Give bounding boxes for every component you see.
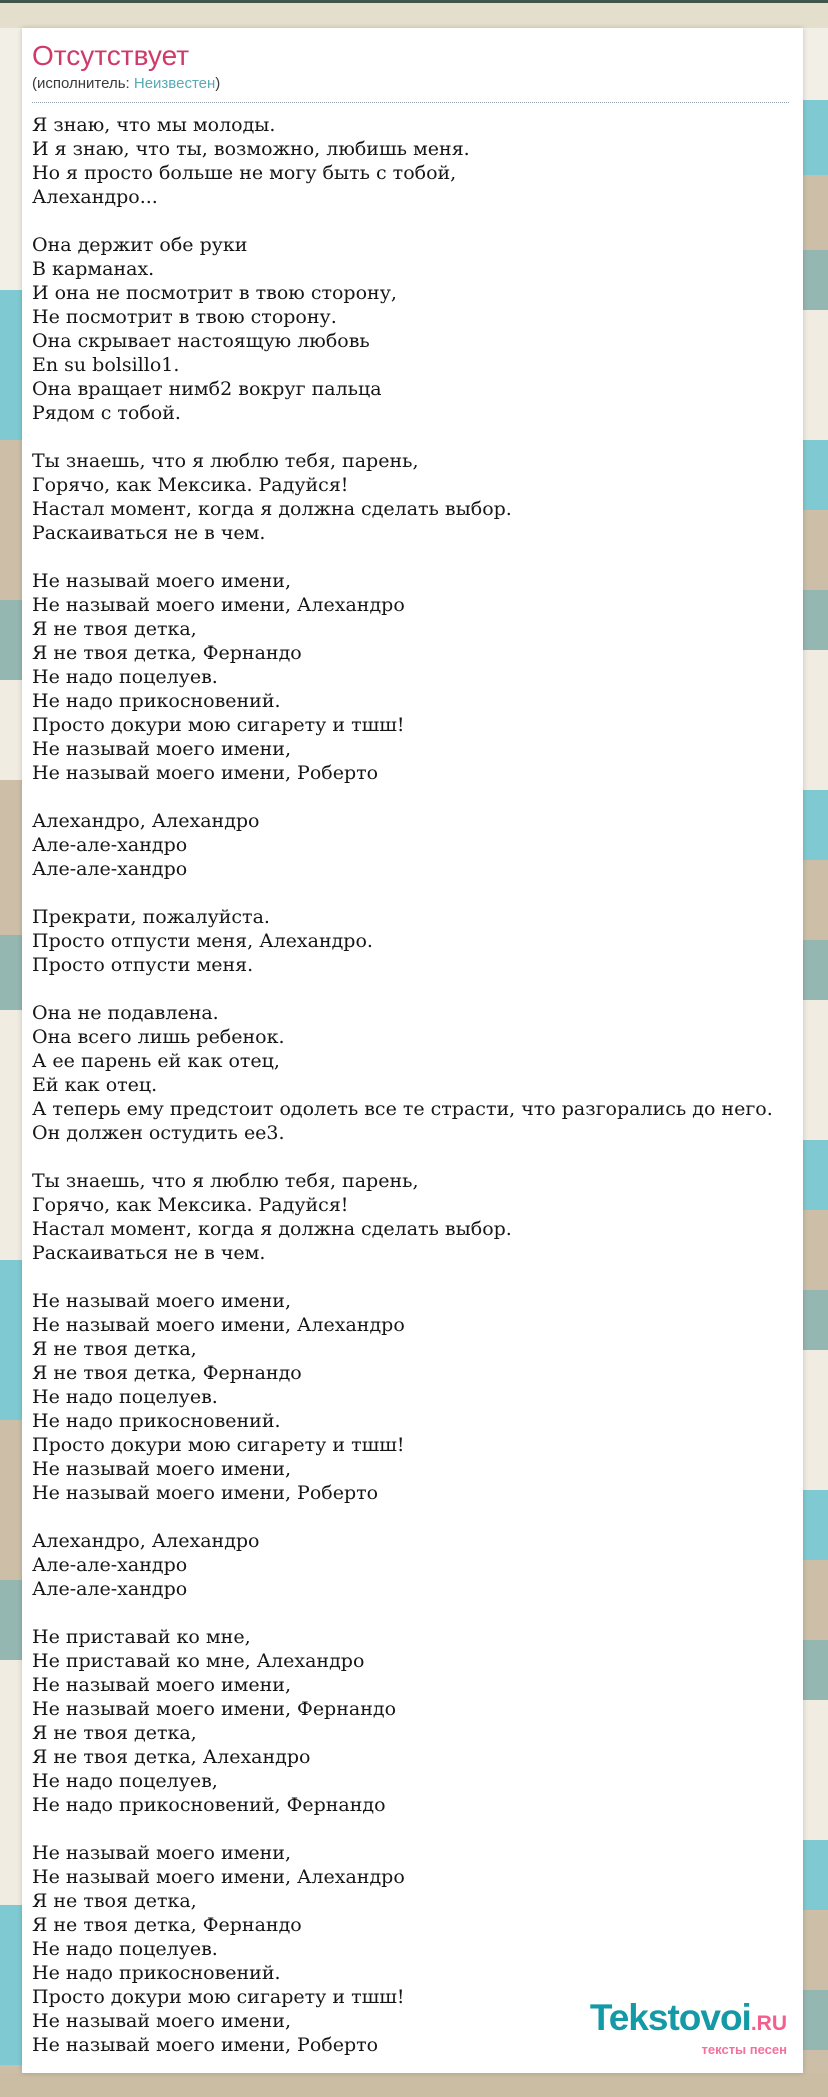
lyric-line: Не надо прикосновений.: [32, 1962, 281, 1984]
lyric-line: Не надо прикосновений, Фернандо: [32, 1794, 386, 1816]
stanza: [32, 1625, 791, 1817]
stanza: [32, 1169, 791, 1265]
artist-prefix: (исполнитель:: [32, 75, 134, 92]
lyric-line: Але-але-хандро: [32, 858, 188, 880]
lyric-line: Я знаю, что мы молоды.: [32, 114, 276, 136]
lyric-line: Настал момент, когда я должна сделать выбор.: [32, 1218, 512, 1240]
stanza: [32, 449, 791, 545]
artist-suffix: ): [215, 75, 221, 92]
lyric-line: Алехандро, Алехандро: [32, 810, 260, 832]
lyric-line: Не приставай ко мне, Алехандро: [32, 1650, 365, 1672]
logo-domain-suffix: .RU: [750, 2012, 787, 2035]
lyric-line: Алехандро, Алехандро: [32, 1530, 260, 1552]
lyric-line: Я не твоя детка,: [32, 1722, 197, 1744]
lyric-line: Не надо поцелуев,: [32, 1770, 218, 1792]
lyric-line: Не называй моего имени, Роберто: [32, 762, 379, 784]
stanza: [32, 905, 791, 977]
lyric-line: Я не твоя детка, Фернандо: [32, 1914, 302, 1936]
stanza: [32, 569, 791, 785]
lyric-line: Просто отпусти меня, Алехандро.: [32, 930, 373, 952]
background-bottom-band: [0, 2073, 828, 2097]
lyric-line: Просто докури мою сигарету и тшш!: [32, 1434, 405, 1456]
lyric-line: Не называй моего имени, Фернандо: [32, 1698, 397, 1720]
lyric-line: Не называй моего имени, Роберто: [32, 2034, 379, 2056]
lyric-line: Он должен остудить ее3.: [32, 1122, 285, 1144]
logo-tagline: тексты песен: [701, 2042, 787, 2057]
lyric-line: Рядом с тобой.: [32, 402, 181, 424]
lyric-line: Не называй моего имени,: [32, 1290, 292, 1312]
lyric-line: Не называй моего имени, Алехандро: [32, 594, 405, 616]
stanza: [32, 233, 791, 425]
lyric-line: Не надо поцелуев.: [32, 1938, 218, 1960]
artist-link[interactable]: Неизвестен: [133, 75, 216, 92]
background-stripes-left: [0, 0, 22, 2097]
lyric-line: Она скрывает настоящую любовь: [32, 330, 370, 352]
lyric-line: Я не твоя детка, Фернандо: [32, 642, 302, 664]
lyric-line: Горячо, как Мексика. Радуйся!: [32, 1194, 349, 1216]
lyric-line: Не надо прикосновений.: [32, 1410, 281, 1432]
lyric-line: Я не твоя детка, Фернандо: [32, 1362, 302, 1384]
stanza: [32, 1529, 791, 1601]
lyric-line: И она не посмотрит в твою сторону,: [32, 282, 397, 304]
song-header: [32, 38, 789, 103]
lyric-line: Алехандро...: [32, 186, 158, 208]
lyric-line: Она держит обе руки: [32, 234, 248, 256]
lyric-line: Я не твоя детка,: [32, 1890, 197, 1912]
lyric-line: Але-але-хандро: [32, 834, 188, 856]
stanza: [32, 1001, 791, 1145]
lyric-line: Не посмотрит в твою сторону.: [32, 306, 337, 328]
lyric-line: Але-але-хандро: [32, 1578, 188, 1600]
lyric-line: Не надо прикосновений.: [32, 690, 281, 712]
stanza: [32, 809, 791, 881]
lyrics: [32, 113, 791, 2057]
background-stripes-right: [803, 0, 828, 2097]
lyric-line: А теперь ему предстоит одолеть все те страсти, что разгорались до него.: [32, 1098, 773, 1120]
lyric-line: Она не подавлена.: [32, 1002, 219, 1024]
lyric-line: Раскаиваться не в чем.: [32, 522, 266, 544]
logo-row: [589, 1997, 787, 2043]
lyric-line: Я не твоя детка,: [32, 618, 197, 640]
site-logo[interactable]: [589, 1997, 787, 2057]
lyric-line: Горячо, как Мексика. Радуйся!: [32, 474, 349, 496]
lyric-line: Не называй моего имени,: [32, 738, 292, 760]
content-card: [22, 28, 803, 2073]
lyric-line: En su bolsillo1.: [32, 354, 180, 376]
lyric-line: Настал момент, когда я должна сделать выбор.: [32, 498, 512, 520]
lyric-line: Я не твоя детка,: [32, 1338, 197, 1360]
lyric-line: А ее парень ей как отец,: [32, 1050, 280, 1072]
lyric-line: Прекрати, пожалуйста.: [32, 906, 270, 928]
background-top-band: [0, 3, 828, 28]
lyric-line: Ты знаешь, что я люблю тебя, парень,: [32, 450, 419, 472]
lyric-line: Я не твоя детка, Алехандро: [32, 1746, 311, 1768]
top-border-line: [0, 0, 828, 3]
stanza: [32, 113, 791, 209]
lyric-line: Не называй моего имени,: [32, 570, 292, 592]
song-title: Отсутствует: [32, 40, 190, 71]
lyric-line: Ей как отец.: [32, 1074, 158, 1096]
lyric-line: Не называй моего имени,: [32, 2010, 292, 2032]
lyric-line: Не надо поцелуев.: [32, 666, 218, 688]
lyric-line: Раскаиваться не в чем.: [32, 1242, 266, 1264]
artist-line: [32, 74, 789, 94]
lyric-line: Просто докури мою сигарету и тшш!: [32, 714, 405, 736]
lyric-line: Ты знаешь, что я люблю тебя, парень,: [32, 1170, 419, 1192]
lyric-line: Не надо поцелуев.: [32, 1386, 218, 1408]
lyric-line: И я знаю, что ты, возможно, любишь меня.: [32, 138, 470, 160]
lyric-line: Не называй моего имени,: [32, 1842, 292, 1864]
lyric-line: Просто докури мою сигарету и тшш!: [32, 1986, 405, 2008]
lyric-line: Не называй моего имени, Роберто: [32, 1482, 379, 1504]
lyric-line: Просто отпусти меня.: [32, 954, 254, 976]
lyric-line: Не приставай ко мне,: [32, 1626, 251, 1648]
lyric-line: Она вращает нимб2 вокруг пальца: [32, 378, 382, 400]
lyric-line: Не называй моего имени, Алехандро: [32, 1314, 405, 1336]
stanza: [32, 1289, 791, 1505]
logo-text: Tekstovoi: [589, 1997, 751, 2038]
lyric-line: Не называй моего имени,: [32, 1674, 292, 1696]
lyric-line: Не называй моего имени, Алехандро: [32, 1866, 405, 1888]
lyric-line: Але-але-хандро: [32, 1554, 188, 1576]
lyric-line: Не называй моего имени,: [32, 1458, 292, 1480]
lyric-line: В карманах.: [32, 258, 155, 280]
lyric-line: Но я просто больше не могу быть с тобой,: [32, 162, 457, 184]
lyric-line: Она всего лишь ребенок.: [32, 1026, 285, 1048]
